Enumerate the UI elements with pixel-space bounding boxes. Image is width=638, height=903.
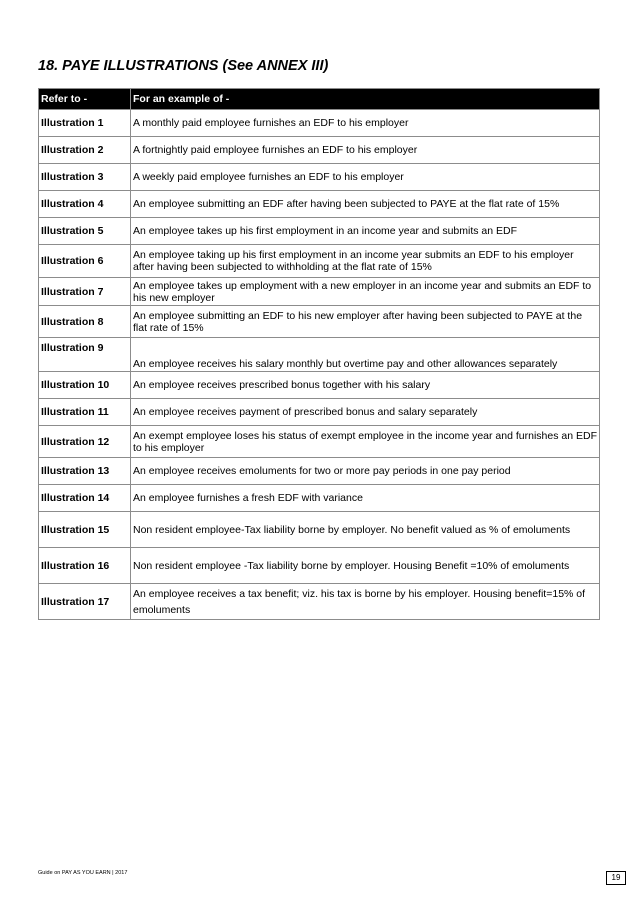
table-row	[39, 245, 600, 278]
illustration-description: A fortnightly paid employee furnishes an EDF to his employer	[131, 137, 600, 164]
illustration-ref: Illustration 14	[39, 485, 131, 512]
illustration-description: An employee receives emoluments for two or more pay periods in one pay period	[131, 458, 600, 485]
illustration-ref: Illustration 3	[39, 164, 131, 191]
illustration-ref: Illustration 7	[39, 278, 131, 306]
illustration-description: Non resident employee-Tax liability borne by employer. No benefit valued as % of emoluments	[131, 512, 600, 548]
illustration-ref: Illustration 8	[39, 306, 131, 338]
illustration-ref: Illustration 11	[39, 399, 131, 426]
table-row	[39, 458, 600, 485]
illustration-description: A monthly paid employee furnishes an EDF to his employer	[131, 110, 600, 137]
illustration-ref: Illustration 16	[39, 548, 131, 584]
table-row	[39, 218, 600, 245]
page-footer: Guide on PAY AS YOU EARN | 2017	[38, 870, 128, 876]
table-row	[39, 164, 600, 191]
illustration-ref: Illustration 5	[39, 218, 131, 245]
illustration-description: An employee submitting an EDF after having been subjected to PAYE at the flat rate of 15%	[131, 191, 600, 218]
header-refer-to: Refer to -	[39, 89, 131, 110]
illustration-ref: Illustration 4	[39, 191, 131, 218]
table-row	[39, 548, 600, 584]
illustration-description: An exempt employee loses his status of exempt employee in the income year and furnishes an EDF to his employer	[131, 426, 600, 458]
illustration-description: An employee receives his salary monthly but overtime pay and other allowances separately	[131, 338, 600, 372]
illustration-description: An employee taking up his first employment in an income year submits an EDF to his employer after having been subjected to withholding at the flat rate of 15%	[131, 245, 600, 278]
illustration-ref: Illustration 13	[39, 458, 131, 485]
illustration-description: Non resident employee -Tax liability borne by employer. Housing Benefit =10% of emoluments	[131, 548, 600, 584]
table-row	[39, 485, 600, 512]
table-row	[39, 372, 600, 399]
illustration-description: An employee takes up employment with a new employer in an income year and submits an EDF to his new employer	[131, 278, 600, 306]
page-number: 19	[606, 871, 626, 885]
table-row	[39, 512, 600, 548]
illustration-description: An employee receives prescribed bonus together with his salary	[131, 372, 600, 399]
table-body	[39, 110, 600, 620]
section-title: 18. PAYE ILLUSTRATIONS (See ANNEX III)	[38, 58, 329, 74]
table-row	[39, 306, 600, 338]
illustration-description: A weekly paid employee furnishes an EDF to his employer	[131, 164, 600, 191]
illustration-description: An employee receives payment of prescribed bonus and salary separately	[131, 399, 600, 426]
illustration-ref: Illustration 2	[39, 137, 131, 164]
illustration-ref: Illustration 15	[39, 512, 131, 548]
table-row	[39, 137, 600, 164]
illustration-description: An employee receives a tax benefit; viz. his tax is borne by his employer. Housing benefit=15% of emoluments	[131, 584, 600, 620]
table-row	[39, 399, 600, 426]
illustration-ref: Illustration 9	[39, 338, 131, 372]
illustration-ref: Illustration 1	[39, 110, 131, 137]
illustration-description: An employee furnishes a fresh EDF with variance	[131, 485, 600, 512]
illustration-description: An employee submitting an EDF to his new employer after having been subjected to PAYE at the flat rate of 15%	[131, 306, 600, 338]
table-row	[39, 338, 600, 372]
illustration-ref: Illustration 6	[39, 245, 131, 278]
illustration-description: An employee takes up his first employment in an income year and submits an EDF	[131, 218, 600, 245]
illustration-ref: Illustration 12	[39, 426, 131, 458]
table-row	[39, 426, 600, 458]
table-row	[39, 110, 600, 137]
table-header-row	[39, 89, 600, 110]
illustrations-table	[38, 88, 600, 620]
table-row	[39, 584, 600, 620]
illustration-ref: Illustration 10	[39, 372, 131, 399]
table-row	[39, 278, 600, 306]
header-example-of: For an example of -	[131, 89, 600, 110]
illustration-ref: Illustration 17	[39, 584, 131, 620]
table-row	[39, 191, 600, 218]
